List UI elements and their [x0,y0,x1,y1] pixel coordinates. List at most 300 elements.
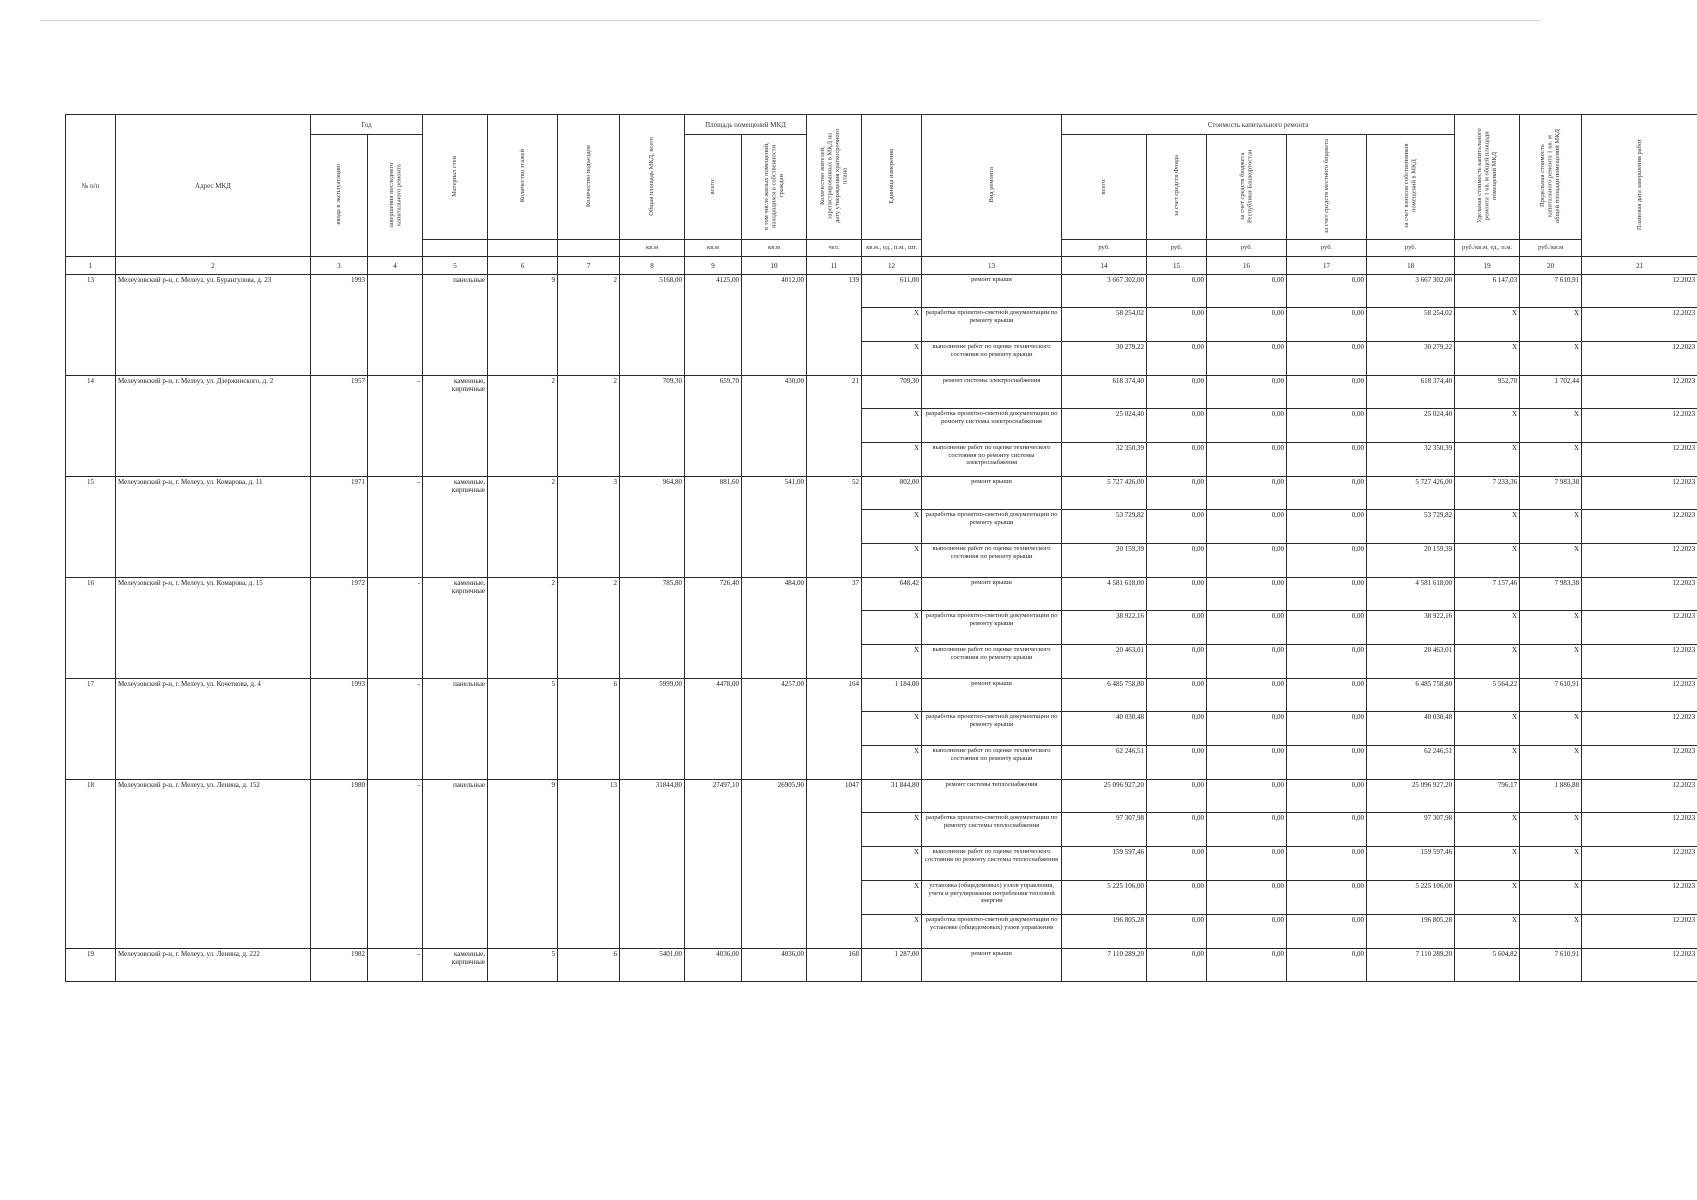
cost-fund-cell: 0,00 [1147,510,1207,544]
cost-total-cell: 196 805,28 [1062,915,1147,949]
address-cell: Мелеузовский р-н, г. Мелеуз, ул. Комарова, д. 11 [116,477,311,578]
year-commission-cell: 1993 [311,275,368,376]
table-row [66,780,1697,813]
year-commission-cell: 1993 [311,679,368,780]
cost-total-cell: 30 279,22 [1062,342,1147,376]
deadline-cell: 12.2023 [1582,915,1697,949]
cost-local-cell: 0,00 [1287,949,1367,982]
cost-local-cell: 0,00 [1287,679,1367,712]
unit-cost-cell: X [1455,544,1520,578]
cost-total-cell: 25 096 927,20 [1062,780,1147,813]
unit-cost-cell: X [1455,881,1520,915]
header-address: Адрес МКД [116,115,311,257]
unit-value-cell: X [862,881,922,915]
premises-area-cell: 4478,00 [685,679,742,780]
work-type-cell: разработка проектно-сметной документации по ремонту крыши [922,510,1062,544]
table-row [66,679,1697,712]
cost-rb-cell: 0,00 [1207,645,1287,679]
cost-owners-cell: 97 307,98 [1367,813,1455,847]
cost-fund-cell: 0,00 [1147,813,1207,847]
cost-owners-cell: 40 030,48 [1367,712,1455,746]
cost-rb-cell: 0,00 [1207,611,1287,645]
address-cell: Мелеузовский р-н, г. Мелеуз, ул. Дзержинского, д. 2 [116,376,311,477]
work-type-cell: разработка проектно-сметной документации по ремонту крыши [922,611,1062,645]
deadline-cell: 12.2023 [1582,376,1697,409]
premises-area-cell: 4125,00 [685,275,742,376]
unit-cost-cell: 7 157,46 [1455,578,1520,611]
column-number-cell: 16 [1207,257,1287,275]
max-cost-cell: 7 610,91 [1520,949,1582,982]
unit-value-cell: X [862,712,922,746]
unit-value-cell: X [862,645,922,679]
cost-total-cell: 97 307,98 [1062,813,1147,847]
cost-fund-cell: 0,00 [1147,712,1207,746]
cost-local-cell: 0,00 [1287,881,1367,915]
unit-cell [558,240,620,257]
header-max-cost: Предельная стоимость капитального ремонта 1 кв. м общей площади помещений МКД [1520,115,1582,240]
deadline-cell: 12.2023 [1582,544,1697,578]
residents-cell: 1047 [807,780,862,949]
unit-value-cell: X [862,847,922,881]
unit-cost-cell: 6 147,03 [1455,275,1520,308]
column-number-cell: 18 [1367,257,1455,275]
cost-local-cell: 0,00 [1287,275,1367,308]
max-cost-cell: X [1520,847,1582,881]
year-last-repair-cell: - [368,949,423,982]
max-cost-cell: X [1520,712,1582,746]
cost-owners-cell: 53 729,82 [1367,510,1455,544]
cost-fund-cell: 0,00 [1147,409,1207,443]
max-cost-cell: X [1520,544,1582,578]
column-number-cell: 9 [685,257,742,275]
residential-area-cell: 484,00 [742,578,807,679]
header-cost-owners: за счет взносов собственников помещений в МКД [1367,135,1455,240]
cost-fund-cell: 0,00 [1147,679,1207,712]
cost-fund-cell: 0,00 [1147,578,1207,611]
wall-material-cell: каменные, кирпичные [423,578,488,679]
deadline-cell: 12.2023 [1582,510,1697,544]
cost-fund-cell: 0,00 [1147,376,1207,409]
cost-total-cell: 6 485 758,80 [1062,679,1147,712]
unit-value-cell: X [862,813,922,847]
cost-owners-cell: 20 159,39 [1367,544,1455,578]
unit-cost-cell: X [1455,409,1520,443]
unit-cost-cell: 796,17 [1455,780,1520,813]
cost-local-cell: 0,00 [1287,376,1367,409]
work-type-cell: ремонт системы электроснабжения [922,376,1062,409]
unit-cell: руб. [1207,240,1287,257]
max-cost-cell: X [1520,881,1582,915]
unit-value-cell: X [862,915,922,949]
header-num: № п/п [66,115,116,257]
cost-fund-cell: 0,00 [1147,645,1207,679]
header-wall-material: Материал стен [423,115,488,240]
total-area-cell: 5999,00 [620,679,685,780]
wall-material-cell: каменные, кирпичные [423,949,488,982]
cost-local-cell: 0,00 [1287,477,1367,510]
cost-total-cell: 32 350,39 [1062,443,1147,477]
address-cell: Мелеузовский р-н, г. Мелеуз, ул. Бурангулова, д. 23 [116,275,311,376]
cost-fund-cell: 0,00 [1147,780,1207,813]
unit-cost-cell: X [1455,443,1520,477]
cost-total-cell: 618 374,40 [1062,376,1147,409]
cost-rb-cell: 0,00 [1207,915,1287,949]
cost-total-cell: 5 727 426,00 [1062,477,1147,510]
year-last-repair-cell: - [368,780,423,949]
cost-owners-cell: 62 246,51 [1367,746,1455,780]
cost-rb-cell: 0,00 [1207,712,1287,746]
deadline-cell: 12.2023 [1582,578,1697,611]
cost-local-cell: 0,00 [1287,645,1367,679]
header-cost-fund: за счет средств Фонда [1147,135,1207,240]
unit-cost-cell: X [1455,813,1520,847]
unit-value-cell: X [862,510,922,544]
header-residents: Количество жителей, зарегистрированных в МКД на дату утверждения краткосрочного плана [807,115,862,240]
unit-cell: руб./кв.м [1520,240,1582,257]
scan-noise-line [40,20,1540,21]
work-type-cell: ремонт системы теплоснабжения [922,780,1062,813]
cost-rb-cell: 0,00 [1207,409,1287,443]
cost-rb-cell: 0,00 [1207,746,1287,780]
entrances-cell: 2 [558,376,620,477]
wall-material-cell: панельные [423,780,488,949]
work-type-cell: выполнение работ по оценке технического состояния по ремонту крыши [922,544,1062,578]
deadline-cell: 12.2023 [1582,477,1697,510]
cost-total-cell: 159 597,46 [1062,847,1147,881]
total-area-cell: 5401,00 [620,949,685,982]
unit-cost-cell: X [1455,611,1520,645]
address-cell: Мелеузовский р-н, г. Мелеуз, ул. Комарова, д. 15 [116,578,311,679]
entrances-cell: 2 [558,578,620,679]
wall-material-cell: каменные, кирпичные [423,477,488,578]
residential-area-cell: 4036,00 [742,949,807,982]
residential-area-cell: 541,00 [742,477,807,578]
cost-total-cell: 38 922,16 [1062,611,1147,645]
cost-owners-cell: 4 581 618,00 [1367,578,1455,611]
header-cost-rb: за счет средств бюджета Республики Башкортостан [1207,135,1287,240]
cost-rb-cell: 0,00 [1207,847,1287,881]
cost-rb-cell: 0,00 [1207,342,1287,376]
residential-area-cell: 430,00 [742,376,807,477]
column-number-cell: 1 [66,257,116,275]
column-number-cell: 21 [1582,257,1697,275]
premises-area-cell: 881,60 [685,477,742,578]
work-type-cell: ремонт крыши [922,679,1062,712]
deadline-cell: 12.2023 [1582,342,1697,376]
cost-total-cell: 40 030,48 [1062,712,1147,746]
total-area-cell: 31844,80 [620,780,685,949]
row-number: 18 [66,780,116,949]
unit-cell: кв.м [742,240,807,257]
unit-value-cell: 1 287,00 [862,949,922,982]
cost-total-cell: 58 254,02 [1062,308,1147,342]
header-cost-total: всего: [1062,135,1147,240]
unit-value-cell: 648,42 [862,578,922,611]
unit-cell: руб. [1287,240,1367,257]
max-cost-cell: X [1520,813,1582,847]
max-cost-cell: 7 983,38 [1520,578,1582,611]
cost-owners-cell: 3 667 302,00 [1367,275,1455,308]
cost-fund-cell: 0,00 [1147,915,1207,949]
cost-fund-cell: 0,00 [1147,342,1207,376]
deadline-cell: 12.2023 [1582,611,1697,645]
repair-plan-table [65,114,1697,982]
unit-cell [488,240,558,257]
cost-owners-cell: 7 110 289,20 [1367,949,1455,982]
residential-area-cell: 4012,00 [742,275,807,376]
floors-cell: 2 [488,376,558,477]
cost-total-cell: 5 225 106,00 [1062,881,1147,915]
unit-value-cell: 802,00 [862,477,922,510]
residential-area-cell: 4257,00 [742,679,807,780]
year-last-repair-cell: - [368,679,423,780]
deadline-cell: 12.2023 [1582,712,1697,746]
year-commission-cell: 1957 [311,376,368,477]
unit-value-cell: X [862,611,922,645]
row-number: 13 [66,275,116,376]
year-last-repair-cell: - [368,477,423,578]
max-cost-cell: X [1520,443,1582,477]
floors-cell: 2 [488,477,558,578]
address-cell: Мелеузовский р-н, г. Мелеуз, ул. Ленина, д. 222 [116,949,311,982]
header-cost-local: за счет средств местного бюджета [1287,135,1367,240]
unit-value-cell: X [862,443,922,477]
wall-material-cell: панельные [423,679,488,780]
year-commission-cell: 1971 [311,477,368,578]
row-number: 14 [66,376,116,477]
cost-fund-cell: 0,00 [1147,847,1207,881]
unit-cost-cell: X [1455,308,1520,342]
total-area-cell: 5168,00 [620,275,685,376]
cost-rb-cell: 0,00 [1207,813,1287,847]
cost-local-cell: 0,00 [1287,308,1367,342]
cost-owners-cell: 30 279,22 [1367,342,1455,376]
table-row [66,477,1697,510]
unit-value-cell: 31 844,80 [862,780,922,813]
column-number-cell: 20 [1520,257,1582,275]
unit-cost-cell: X [1455,645,1520,679]
cost-fund-cell: 0,00 [1147,275,1207,308]
cost-rb-cell: 0,00 [1207,477,1287,510]
column-number-cell: 8 [620,257,685,275]
year-last-repair-cell [368,275,423,376]
cost-rb-cell: 0,00 [1207,578,1287,611]
cost-local-cell: 0,00 [1287,544,1367,578]
cost-local-cell: 0,00 [1287,342,1367,376]
unit-cell: руб. [1367,240,1455,257]
unit-cost-cell: X [1455,342,1520,376]
year-commission-cell: 1980 [311,780,368,949]
floors-cell: 5 [488,679,558,780]
cost-fund-cell: 0,00 [1147,746,1207,780]
entrances-cell: 13 [558,780,620,949]
deadline-cell: 12.2023 [1582,275,1697,308]
unit-value-cell: 611,00 [862,275,922,308]
unit-cell [423,240,488,257]
deadline-cell: 12.2023 [1582,949,1697,982]
cost-total-cell: 20 159,39 [1062,544,1147,578]
unit-value-cell: X [862,308,922,342]
cost-owners-cell: 159 597,46 [1367,847,1455,881]
header-premises-group: Площадь помещений МКД [685,115,807,135]
max-cost-cell: X [1520,915,1582,949]
cost-rb-cell: 0,00 [1207,443,1287,477]
floors-cell: 5 [488,949,558,982]
residential-area-cell: 26905,90 [742,780,807,949]
cost-fund-cell: 0,00 [1147,611,1207,645]
unit-cost-cell: 5 564,22 [1455,679,1520,712]
work-type-cell: выполнение работ по оценке технического состояния по ремонту крыши [922,645,1062,679]
max-cost-cell: 1 886,88 [1520,780,1582,813]
max-cost-cell: 7 610,91 [1520,275,1582,308]
work-type-cell: разработка проектно-сметной документации по установке (общедомовых) узлов управления [922,915,1062,949]
cost-rb-cell: 0,00 [1207,544,1287,578]
deadline-cell: 12.2023 [1582,308,1697,342]
entrances-cell: 3 [558,477,620,578]
cost-rb-cell: 0,00 [1207,780,1287,813]
residents-cell: 139 [807,275,862,376]
max-cost-cell: X [1520,308,1582,342]
header-work-type: Вид ремонта [922,115,1062,257]
year-commission-cell: 1972 [311,578,368,679]
cost-owners-cell: 32 350,39 [1367,443,1455,477]
cost-owners-cell: 25 024,40 [1367,409,1455,443]
row-number: 19 [66,949,116,982]
unit-value-cell: X [862,544,922,578]
unit-cost-cell: X [1455,847,1520,881]
cost-total-cell: 62 246,51 [1062,746,1147,780]
deadline-cell: 12.2023 [1582,813,1697,847]
cost-total-cell: 20 463,01 [1062,645,1147,679]
cost-total-cell: 53 729,82 [1062,510,1147,544]
header-year-commission: ввода в эксплуатацию [311,135,368,257]
cost-rb-cell: 0,00 [1207,679,1287,712]
header-entrances: Количество подъездов [558,115,620,240]
year-last-repair-cell: - [368,578,423,679]
work-type-cell: установка (общедомовых) узлов управления, учета и регулирования потребления тепловой энергии [922,881,1062,915]
header-cost-group: Стоимость капитального ремонта [1062,115,1455,135]
max-cost-cell: X [1520,510,1582,544]
floors-cell: 9 [488,275,558,376]
cost-rb-cell: 0,00 [1207,881,1287,915]
cost-owners-cell: 5 225 106,00 [1367,881,1455,915]
deadline-cell: 12.2023 [1582,443,1697,477]
unit-cost-cell: 5 604,82 [1455,949,1520,982]
table-row [66,949,1697,982]
work-type-cell: выполнение работ по оценке технического состояния по ремонту крыши [922,342,1062,376]
cost-owners-cell: 58 254,02 [1367,308,1455,342]
unit-cost-cell: X [1455,746,1520,780]
cost-owners-cell: 6 485 758,80 [1367,679,1455,712]
unit-value-cell: 1 184,00 [862,679,922,712]
unit-value-cell: 709,30 [862,376,922,409]
address-cell: Мелеузовский р-н, г. Мелеуз, ул. Ленина, д. 152 [116,780,311,949]
max-cost-cell: 7 610,91 [1520,679,1582,712]
cost-owners-cell: 20 463,01 [1367,645,1455,679]
column-number-cell: 17 [1287,257,1367,275]
header-unit: Единица измерения [862,115,922,240]
deadline-cell: 12.2023 [1582,847,1697,881]
header-year-group: Год [311,115,423,135]
header-floors: Количество этажей [488,115,558,240]
table-row [66,578,1697,611]
unit-value-cell: X [862,746,922,780]
cost-fund-cell: 0,00 [1147,443,1207,477]
wall-material-cell: панельные [423,275,488,376]
max-cost-cell: X [1520,611,1582,645]
residents-cell: 52 [807,477,862,578]
residents-cell: 168 [807,949,862,982]
deadline-cell: 12.2023 [1582,780,1697,813]
cost-rb-cell: 0,00 [1207,376,1287,409]
unit-cell: кв.м [620,240,685,257]
cost-owners-cell: 38 922,16 [1367,611,1455,645]
cost-owners-cell: 25 096 927,20 [1367,780,1455,813]
max-cost-cell: 7 983,38 [1520,477,1582,510]
work-type-cell: ремонт крыши [922,477,1062,510]
header-premises-total: всего: [685,135,742,240]
cost-fund-cell: 0,00 [1147,949,1207,982]
cost-total-cell: 3 667 302,00 [1062,275,1147,308]
deadline-cell: 12.2023 [1582,881,1697,915]
column-number-cell: 5 [423,257,488,275]
deadline-cell: 12.2023 [1582,746,1697,780]
unit-cost-cell: 952,70 [1455,376,1520,409]
cost-local-cell: 0,00 [1287,813,1367,847]
unit-cell: руб. [1062,240,1147,257]
max-cost-cell: X [1520,342,1582,376]
header-year-last-repair: завершения последнего капитального ремонта [368,135,423,257]
total-area-cell: 964,80 [620,477,685,578]
row-number: 15 [66,477,116,578]
cost-local-cell: 0,00 [1287,915,1367,949]
cost-total-cell: 7 110 289,20 [1062,949,1147,982]
cost-fund-cell: 0,00 [1147,477,1207,510]
work-type-cell: разработка проектно-сметной документации по ремонту системы электроснабжения [922,409,1062,443]
unit-cell: кв.м [685,240,742,257]
row-number: 16 [66,578,116,679]
max-cost-cell: X [1520,746,1582,780]
table-row [66,376,1697,409]
work-type-cell: выполнение работ по оценке технического состояния по ремонту крыши [922,746,1062,780]
column-number-cell: 11 [807,257,862,275]
premises-area-cell: 726,40 [685,578,742,679]
wall-material-cell: каменные, кирпичные [423,376,488,477]
residents-cell: 164 [807,679,862,780]
column-number-cell: 19 [1455,257,1520,275]
cost-rb-cell: 0,00 [1207,510,1287,544]
unit-cell: кв.м., ед., п.м., шт. [862,240,922,257]
work-type-cell: ремонт крыши [922,578,1062,611]
header-unit-cost: Удельная стоимость капитального ремонта 1 кв. м общей площади помещений МКД [1455,115,1520,240]
unit-value-cell: X [862,342,922,376]
column-number-cell: 15 [1147,257,1207,275]
unit-cost-cell: X [1455,510,1520,544]
column-number-cell: 6 [488,257,558,275]
unit-cost-cell: X [1455,915,1520,949]
entrances-cell: 2 [558,275,620,376]
year-commission-cell: 1982 [311,949,368,982]
row-number: 17 [66,679,116,780]
work-type-cell: разработка проектно-сметной документации по ремонту крыши [922,308,1062,342]
deadline-cell: 12.2023 [1582,409,1697,443]
cost-local-cell: 0,00 [1287,409,1367,443]
floors-cell: 2 [488,578,558,679]
cost-local-cell: 0,00 [1287,510,1367,544]
deadline-cell: 12.2023 [1582,679,1697,712]
header-deadline: Плановая дата завершения работ [1582,115,1697,257]
work-type-cell: выполнение работ по оценке технического состояния по ремонту системы теплоснабжения [922,847,1062,881]
